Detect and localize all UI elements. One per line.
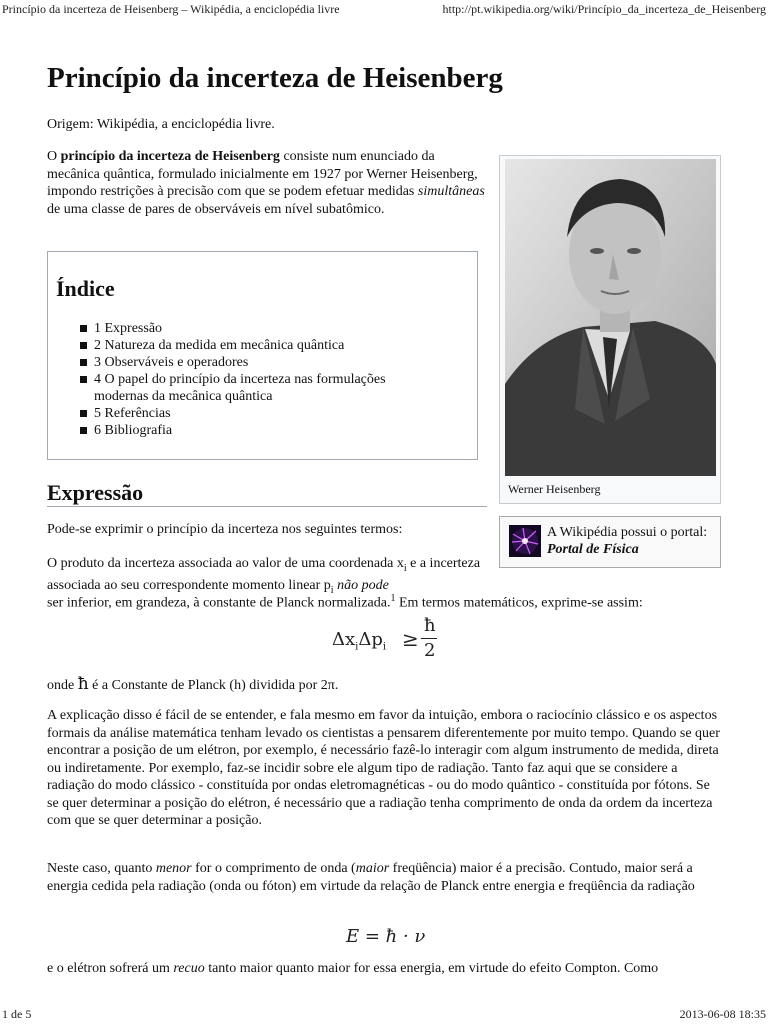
paragraph-explanation: A explicação disso é fácil de se entender, e fala mesmo em favor da intuição, embora o raciocínio clássico e os aspectos formais da análise matemática tenham levado os cientistas a pensarem diferentemente por muito tempo. Quando se quer encontrar a posição de um elétron, por exemplo, é necessário fazê-lo interagir com algum instrumento de medida, direta ou indiretamente. Por exemplo, faz-se incidir sobre ele algum tipo de radiação. Tanto faz aqui que se considere a radiação do modo clássico - constituída por ondas eletromagnéticas - ou do modo quântico - constituída por fótons. Se se quer determinar a posição do elétron, é necessário que a radiação tenha comprimento de onda da ordem da incerteza com que se quer determinar a posição. (47, 708, 720, 828)
section-heading-expressao: Expressão (47, 480, 144, 505)
paragraph-expressao-intro: Pode-se exprimir o princípio da incerteza nos seguintes termos: (47, 522, 403, 537)
figure-caption: Werner Heisenberg (508, 482, 601, 496)
toc-list (78, 320, 424, 439)
toc-item-6[interactable]: 6 Bibliografia (78, 422, 424, 439)
intro-paragraph: O princípio da incerteza de Heisenberg consiste num enunciado da mecânica quântica, formulado inicialmente em 1927 por Werner Heisenberg, impondo restrições à precisão com que se podem efetuar medidas simultâneas de uma classe de pares de observáveis em nível subatômico. (47, 149, 485, 217)
paragraph-uncertainty-definition-cont: ser inferior, em grandeza, à constante de Planck normalizada.$^1$ Em termos matemáticos, exprime-se assim: (47, 593, 643, 611)
plasma-globe-icon (509, 525, 541, 557)
portrait-photo[interactable] (505, 159, 716, 476)
print-footer-page: 1 de 5 (2, 1007, 32, 1021)
paragraph-hbar-definition: onde ħ é a Constante de Planck (h) dividida por 2π. (47, 674, 339, 694)
bullet-icon (80, 427, 87, 434)
portal-text: A Wikipédia possui o portal: (547, 525, 708, 540)
paragraph-uncertainty-definition: O produto da incerteza associada ao valor de uma coordenada $x_i$ e a incerteza associada ao seu correspondente momento linear $p_i$ não pode (47, 556, 481, 597)
toc-item-1[interactable]: 1 Expressão (78, 320, 424, 337)
paragraph-wavelength: Neste caso, quanto menor for o comprimento de onda (maior freqüência) maior é a precisão. Contudo, maior será a energia cedida pela radiação (onda ou fóton) em virtude da relação de Planck entre energia e freqüência da radiação (47, 861, 695, 894)
intro-bold-term: princípio da incerteza de Heisenberg (60, 149, 280, 164)
reference-link-1[interactable]: 1 (390, 593, 396, 604)
print-footer-timestamp: 2013-06-08 18:35 (679, 1007, 766, 1021)
bullet-icon (80, 376, 87, 383)
bullet-icon (80, 325, 87, 332)
table-of-contents (47, 251, 478, 460)
equation-planck: E = ħ · ν (346, 926, 426, 947)
bullet-icon (80, 410, 87, 417)
toc-item-4[interactable]: 4 O papel do princípio da incerteza nas formulações modernas da mecânica quântica (78, 371, 424, 405)
fraction-bar (421, 638, 437, 639)
paragraph-compton: e o elétron sofrerá um recuo tanto maior quanto maior for essa energia, em virtude do efeito Compton. Como (47, 961, 659, 976)
toc-item-5[interactable]: 5 Referências (78, 405, 424, 422)
infobox-figure (499, 155, 721, 504)
toc-item-2[interactable]: 2 Natureza da medida em mecânica quântica (78, 337, 424, 354)
page-title: Princípio da incerteza de Heisenberg (47, 62, 503, 94)
portal-box (499, 516, 721, 568)
bullet-icon (80, 359, 87, 366)
print-header-url: http://pt.wikipedia.org/wiki/Princípio_da_incerteza_de_Heisenberg (442, 2, 766, 16)
toc-title: Índice (56, 276, 115, 301)
portal-link[interactable]: Portal de Física (547, 542, 639, 557)
toc-item-3[interactable]: 3 Observáveis e operadores (78, 354, 424, 371)
print-header-title: Princípio da incerteza de Heisenberg – Wikipédia, a enciclopédia livre (2, 2, 340, 16)
section-divider (47, 506, 487, 507)
equation-uncertainty: $\Delta x_i\Delta p_i$ ≥ ħ 2 (332, 615, 436, 661)
bullet-icon (80, 342, 87, 349)
origin-line: Origem: Wikipédia, a enciclopédia livre. (47, 117, 275, 132)
